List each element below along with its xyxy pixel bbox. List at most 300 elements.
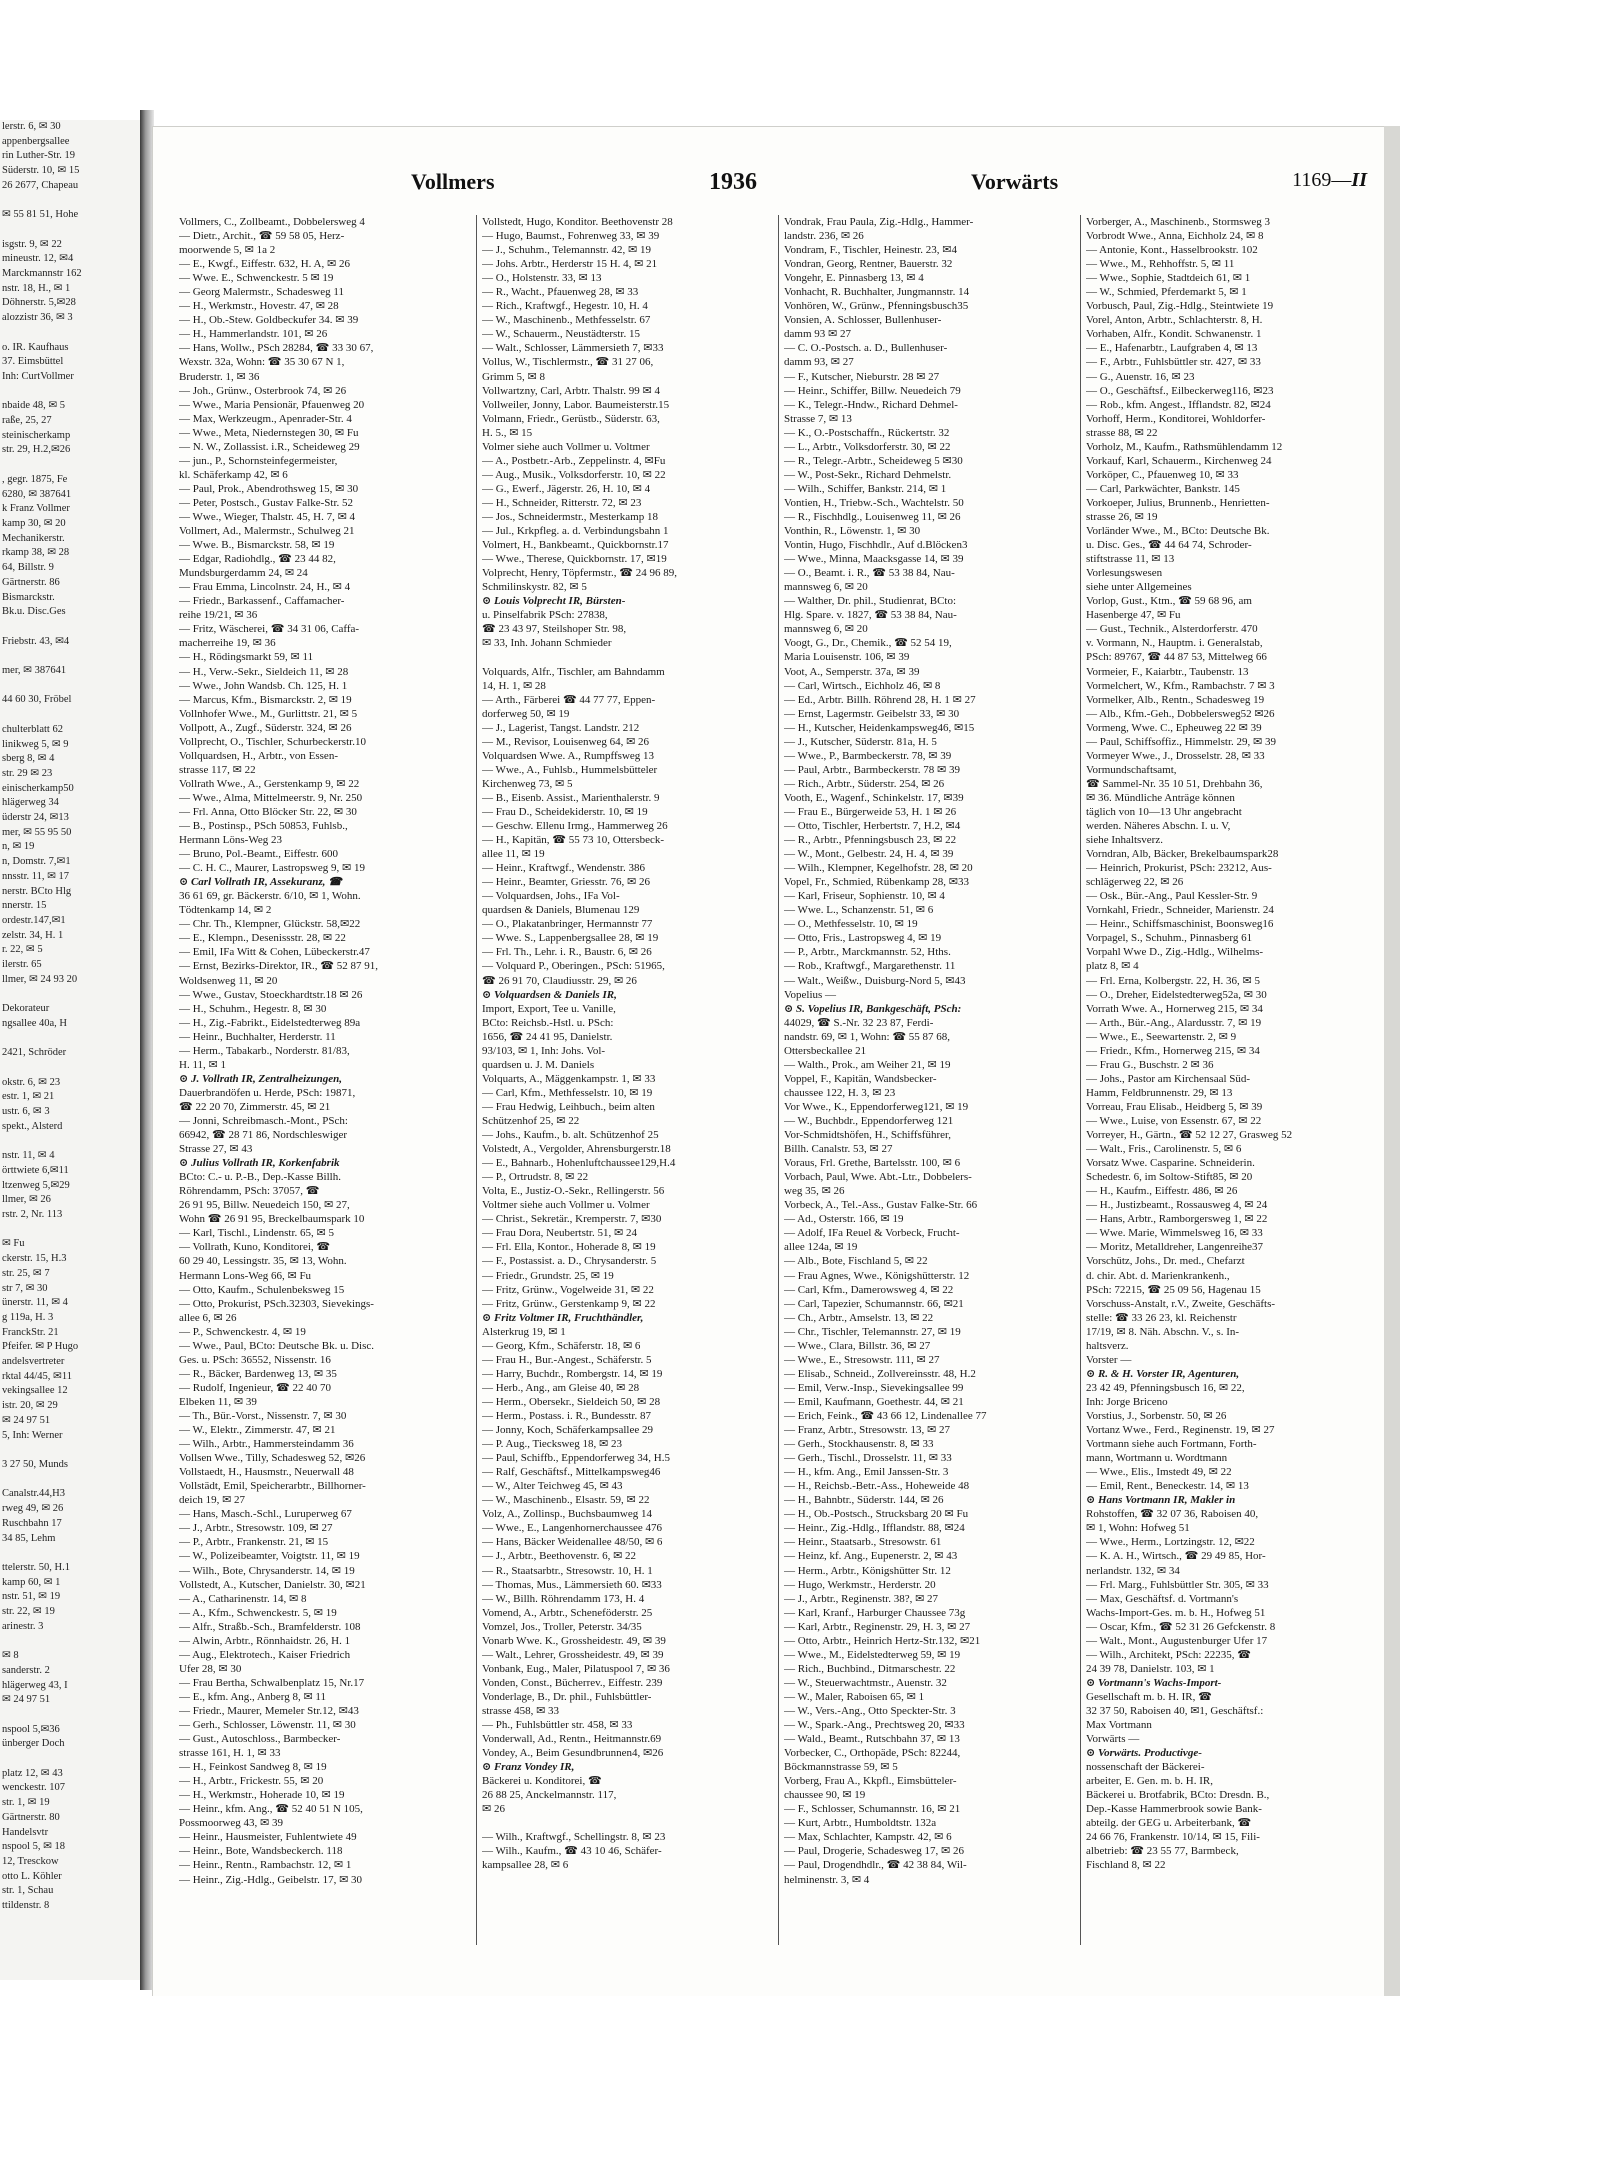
directory-entry-line: — P., Ortrudstr. 8, ✉ 22 [482, 1171, 589, 1184]
directory-entry-line: Vonbank, Eug., Maler, Pilatuspool 7, ✉ 36 [482, 1662, 670, 1675]
directory-entry-line: — Wwe., Alma, Mittelmeerstr. 9, Nr. 250 [179, 791, 363, 804]
directory-entry-line: — W., Spark.-Ang., Prechtsweg 20, ✉33 [784, 1719, 965, 1732]
directory-entry-line: Vorberger, A., Maschinenb., Stormsweg 3 [1086, 216, 1270, 228]
directory-entry-line: — Carl, Kfm., Damerowsweg 4, ✉ 22 [784, 1283, 954, 1296]
scan-top-margin [0, 0, 1600, 48]
directory-entry-line: — Wwe., M., Rehhoffstr. 5, ✉ 11 [1086, 258, 1235, 271]
directory-entry-line: Volquarts, A., Mäggenkampstr. 1, ✉ 33 [482, 1072, 656, 1085]
previous-page-line: alozzistr 36, ✉ 3 [2, 312, 73, 324]
directory-entry-line: — Georg Malermstr., Schadesweg 11 [179, 286, 344, 299]
previous-page-line: llmer, ✉ 24 93 20 [2, 973, 78, 985]
directory-entry-line: — Heinr., Beamter, Griesstr. 76, ✉ 26 [482, 876, 650, 889]
directory-entry-line: ✉ 26 [482, 1803, 505, 1816]
directory-entry-line: ⊙ Hans Vortmann IR, Makler in [1086, 1494, 1236, 1507]
previous-page-line: r. 22, ✉ 5 [2, 944, 43, 956]
directory-entry-line: Vopelius — [784, 988, 837, 1001]
previous-page-line: rktal 44/45, ✉11 [2, 1370, 72, 1382]
directory-entry-line: — E., Bahnarb., Hohenluftchaussee129,H.4 [482, 1157, 676, 1170]
directory-entry-line: Possmoorweg 43, ✉ 39 [179, 1817, 283, 1830]
previous-page-line: appenbergsallee [2, 135, 70, 147]
header-page-number [1292, 169, 1367, 192]
previous-page-line: Mechanikerstr. [2, 532, 65, 544]
directory-entry-line: strasse 88, ✉ 22 [1086, 426, 1158, 439]
directory-entry-line: — Bruno, Pol.-Beamt., Eiffestr. 600 [179, 848, 338, 861]
directory-entry-line: ⊙ R. & H. Vorster IR, Agenturen, [1086, 1367, 1240, 1380]
previous-page-line: nspool 5,✉36 [2, 1723, 60, 1735]
directory-entry-line: — Wwe., Elis., Imstedt 49, ✉ 22 [1086, 1466, 1232, 1479]
directory-entry-line: — Wilh., Klempner, Kegelhofstr. 28, ✉ 20 [784, 862, 973, 875]
directory-entry-line: — J., Arbtr., Reginenstr. 38?, ✉ 27 [784, 1592, 939, 1605]
previous-page-line [0, 1032, 140, 1047]
directory-entry-line: — Frau Agnes, Wwe., Königshütterstr. 12 [784, 1269, 970, 1282]
previous-page-line: str. 22, ✉ 19 [2, 1606, 55, 1618]
directory-entry-line: — jun., P., Schornsteinfegermeister, [179, 454, 338, 467]
directory-entry-line: Inh: Jorge Briceno [1086, 1395, 1168, 1408]
directory-entry-line: mannsweg 6, ✉ 20 [784, 581, 868, 594]
directory-entry-line: — Ed., Arbtr. Billh. Röhrend 28, H. 1 ✉ 27 [784, 693, 976, 706]
previous-page-line: ordestr.147,✉1 [2, 914, 66, 926]
directory-entry-line: — Kurt, Arbtr., Humboldtstr. 132a [784, 1817, 937, 1830]
directory-entry-line: — R., Wacht., Pfauenweg 28, ✉ 33 [482, 286, 639, 299]
previous-page-line: andelsvertreter [2, 1356, 65, 1368]
directory-entry-line: Vondrak, Frau Paula, Zig.-Hdlg., Hammer- [784, 216, 974, 228]
directory-entry-line: Vortmann siehe auch Fortmann, Forth- [1086, 1438, 1257, 1451]
directory-entry-line: — Wilh., Bote, Chrysanderstr. 14, ✉ 19 [179, 1564, 355, 1577]
directory-entry-line: — Friedr., Kfm., Hornerweg 215, ✉ 34 [1086, 1044, 1260, 1057]
directory-entry-line: v. Vormann, N., Hauptm. i. Generalstab, [1086, 637, 1263, 650]
directory-entry-line: — Gust., Autoschloss., Barmbecker- [179, 1733, 341, 1746]
directory-entry-line: Volz, A., Zollinsp., Buchsbaumweg 14 [482, 1508, 652, 1521]
previous-page-line: , gegr. 1875, Fe [2, 473, 68, 485]
directory-entry-line: — Paul, Schiffsoffiz., Himmelstr. 29, ✉ 39 [1086, 735, 1276, 748]
directory-entry-line: Vorschuss-Anstalt, r.V., Zweite, Geschäfts- [1086, 1297, 1276, 1310]
directory-entry-line: Vooth, E., Wagenf., Schinkelstr. 17, ✉39 [784, 791, 964, 804]
directory-entry-line: — Max, Werkzeugm., Apenrader-Str. 4 [179, 412, 352, 425]
directory-entry-line: Vorkauf, Karl, Schauerm., Kirchenweg 24 [1086, 454, 1272, 467]
directory-entry-line: — Wilh., Arbtr., Hammersteindamm 36 [179, 1438, 354, 1451]
directory-entry-line: stiftstrasse 11, ✉ 13 [1086, 553, 1175, 566]
directory-entry-line: — Th., Bür.-Vorst., Nissenstr. 7, ✉ 30 [179, 1409, 347, 1422]
directory-entry-line: helminenstr. 3, ✉ 4 [784, 1873, 870, 1886]
directory-entry-line: ✉ 1, Wohn: Hofweg 51 [1086, 1522, 1190, 1535]
previous-page-line: Gärtnerstr. 80 [2, 1811, 60, 1823]
directory-entry-line: Vorbecker, C., Orthopäde, PSch: 82244, [784, 1747, 961, 1760]
directory-entry-line: deich 19, ✉ 27 [179, 1494, 246, 1507]
directory-entry-line: Bäckerei u. Konditorei, ☎ [482, 1775, 602, 1788]
previous-page-line: ilerstr. 65 [2, 959, 42, 971]
directory-entry-line: — Wwe., Wieger, Thalstr. 45, H. 7, ✉ 4 [179, 510, 356, 523]
directory-entry-line: — Wilh., Kaufm., ☎ 43 10 46, Schäfer- [482, 1845, 662, 1858]
previous-page-line [0, 708, 140, 723]
directory-entry-line: Vorreau, Frau Elisab., Heidberg 5, ✉ 39 [1086, 1100, 1263, 1113]
directory-entry-line: — O., Methfesselstr. 10, ✉ 19 [784, 918, 918, 931]
directory-entry-line: Voraus, Frl. Grethe, Bartelsstr. 100, ✉ 6 [784, 1157, 961, 1170]
directory-entry-line: Billh. Canalstr. 53, ✉ 27 [784, 1143, 893, 1156]
directory-entry-line: — W., Billh. Röhrendamm 173, H. 4 [482, 1592, 645, 1605]
directory-entry-line: — Heinr., Rentn., Rambachstr. 12, ✉ 1 [179, 1859, 352, 1872]
directory-entry-line: Dauerbrandöfen u. Herde, PSch: 19871, [179, 1086, 356, 1099]
directory-entry-line: — Heinr., Buchhalter, Herderstr. 11 [179, 1030, 336, 1043]
directory-entry-line: — R., Fischhdlg., Louisenweg 11, ✉ 26 [784, 510, 961, 523]
directory-entry-line: Vollstädt, Emil, Speicherarbtr., Billhorner- [179, 1480, 366, 1493]
directory-entry-line: — B., Eisenb. Assist., Marienthalerstr. 9 [482, 791, 660, 804]
previous-page-line: str. 25, ✉ 7 [2, 1267, 50, 1279]
directory-entry-line: Vollpott, A., Zugf., Süderstr. 324, ✉ 26 [179, 721, 352, 734]
previous-page-line: spekt., Alsterd [2, 1120, 63, 1132]
previous-page-line: kamp 60, ✉ 1 [2, 1576, 61, 1588]
directory-entry-line: Vorlesungswesen [1086, 567, 1163, 580]
directory-entry-line: — W., Schauerm., Neustädterstr. 15 [482, 328, 640, 341]
directory-entry-line: — Heinr., kfm. Ang., ☎ 52 40 51 N 105, [179, 1803, 363, 1816]
directory-entry-line: — H., Feinkost Sandweg 8, ✉ 19 [179, 1761, 327, 1774]
directory-entry-line: — Frau Hedwig, Leihbuch., beim alten [482, 1100, 655, 1113]
directory-entry-line: — C. O.-Postsch. a. D., Bullenhuser- [784, 342, 948, 355]
directory-entry-line: — H., Rödingsmarkt 59, ✉ 11 [179, 651, 314, 664]
directory-entry-line: — Friedr., Maurer, Memeler Str.12, ✉43 [179, 1704, 359, 1717]
directory-entry-line: — Wwe., P., Barmbeckerstr. 78, ✉ 39 [784, 749, 952, 762]
directory-entry-line: siehe unter Allgemeines [1086, 581, 1192, 594]
directory-entry-line: — Alb., Kfm.-Geh., Dobbelersweg52 ✉26 [1086, 707, 1275, 720]
previous-page-line: ckerstr. 15, H.3 [2, 1253, 67, 1265]
previous-page-line: okstr. 6, ✉ 23 [2, 1076, 61, 1088]
directory-entry-line: — Gerh., Schlosser, Löwenstr. 11, ✉ 30 [179, 1719, 356, 1732]
previous-page-line [0, 326, 140, 341]
previous-page-line [0, 679, 140, 694]
directory-entry-line: Vollmers, C., Zollbeamt., Dobbelersweg 4 [179, 216, 365, 228]
previous-page-line: nstr. 18, H., ✉ 1 [2, 282, 71, 294]
directory-entry-line: Voot, A., Semperstr. 37a, ✉ 39 [784, 665, 920, 678]
directory-entry-line: — Vollrath, Kuno, Konditorei, ☎ [179, 1241, 331, 1254]
previous-page-line: nbaide 48, ✉ 5 [2, 400, 66, 412]
directory-entry-line: — W., Mont., Gelbestr. 24, H. 4, ✉ 39 [784, 848, 954, 861]
directory-entry-line: quardsen & Daniels, Blumenau 129 [482, 904, 640, 917]
previous-page-line [0, 223, 140, 238]
previous-page-line: ünberger Doch [2, 1738, 65, 1750]
directory-entry-line: — Karl, Tischl., Lindenstr. 65, ✉ 5 [179, 1227, 334, 1240]
previous-page-line: Gärtnerstr. 86 [2, 576, 60, 588]
page-edge [1384, 126, 1400, 1996]
directory-entry-line: Röhrendamm, PSch: 37057, ☎ [179, 1185, 320, 1198]
previous-page-line: kamp 30, ✉ 20 [2, 517, 66, 529]
directory-entry-line: allee 11, ✉ 19 [482, 848, 545, 861]
directory-entry-line: Vormeyer Wwe., J., Drosselstr. 28, ✉ 33 [1086, 749, 1265, 762]
directory-entry-line: — Aug., Elektrotech., Kaiser Friedrich [179, 1648, 351, 1661]
directory-entry-line: — H., Kutscher, Heidenkampsweg46, ✉15 [784, 721, 975, 734]
directory-entry-line: arbeiter, E. Gen. m. b. H. IR, [1086, 1775, 1213, 1788]
directory-entry-line: — Otto, Prokurist, PSch.32303, Sievekings- [179, 1297, 374, 1310]
directory-entry-line: Volmann, Friedr., Gerüstb., Süderstr. 63, [482, 412, 660, 425]
directory-entry-line: — W., Maschinenb., Elsastr. 59, ✉ 22 [482, 1494, 650, 1507]
directory-entry-line: — K., O.-Postschaffn., Rückertstr. 32 [784, 426, 950, 439]
directory-entry-line: — Wwe., E., Stresowstr. 111, ✉ 27 [784, 1353, 940, 1366]
previous-page-line: ünerstr. 11, ✉ 4 [2, 1297, 68, 1309]
directory-entry-line: BCto: Reichsb.-Hstl. u. PSch: [482, 1016, 614, 1029]
directory-entry-line: Vollmert, Ad., Malermstr., Schulweg 21 [179, 525, 355, 538]
previous-page-line: 3 27 50, Munds [2, 1458, 68, 1470]
directory-entry-line: — Frau E., Bürgerweide 53, H. 1 ✉ 26 [784, 805, 957, 818]
directory-entry-line: — Herm., Tabakarb., Norderstr. 81/83, [179, 1044, 350, 1057]
directory-entry-line: — Edgar, Radiohdlg., ☎ 23 44 82, [179, 553, 336, 566]
previous-page-line [0, 1061, 140, 1076]
directory-entry-line: — Alfr., Straßb.-Sch., Bramfelderstr. 108 [179, 1620, 361, 1633]
directory-entry-line: — Max, Schlachter, Kampstr. 42, ✉ 6 [784, 1831, 952, 1844]
directory-entry-line: 32 37 50, Raboisen 40, ✉1, Geschäftsf.: [1086, 1704, 1264, 1717]
directory-entry-line: — H., Ob.-Postsch., Strucksbarg 20 ✉ Fu [784, 1508, 969, 1521]
directory-entry-line: — M., Revisor, Louisenweg 64, ✉ 26 [482, 735, 650, 748]
directory-entry-line: Elbeken 11, ✉ 39 [179, 1395, 257, 1408]
directory-entry-line: ☎ 23 43 97, Steilshoper Str. 98, [482, 623, 627, 636]
directory-entry-line: — Georg, Kfm., Schäferstr. 18, ✉ 6 [482, 1339, 641, 1352]
previous-page-line [0, 1634, 140, 1649]
directory-entry-line: Vorschütz, Johs., Dr. med., Chefarzt [1086, 1255, 1245, 1268]
directory-entry-line: — H., Kapitän, ☎ 55 73 10, Ottersbeck- [482, 834, 665, 847]
previous-page-line: nnerstr. 15 [2, 900, 47, 912]
previous-page-line: wenckestr. 107 [2, 1782, 65, 1794]
directory-entry-line: — H., Zig.-Fabrikt., Eidelstedterweg 89a [179, 1016, 361, 1029]
directory-entry-line: d. chir. Abt. d. Marienkrankenh., [1086, 1269, 1230, 1282]
directory-entry-line: — Rob., Kraftwgf., Margarethenstr. 11 [784, 960, 956, 973]
directory-entry-line: Vopel, Fr., Schmied, Rübenkamp 28, ✉33 [784, 876, 970, 889]
directory-entry-line: — Alwin, Arbtr., Rönnhaidstr. 26, H. 1 [179, 1634, 351, 1647]
previous-page-line: hlägerweg 34 [2, 797, 59, 809]
directory-entry-line: Vorreyer, H., Gärtn., ☎ 52 12 27, Grasweg 52 [1086, 1129, 1293, 1142]
directory-entry-line: — H., Reichsb.-Betr.-Ass., Hoheweide 48 [784, 1480, 970, 1493]
directory-entry-line: — Carl, Kfm., Methfesselstr. 10, ✉ 19 [482, 1086, 653, 1099]
directory-entry-line: Vollnhofer Wwe., M., Gurlittstr. 21, ✉ 5 [179, 707, 358, 720]
directory-entry-line: Ges. u. PSch: 36552, Nissenstr. 16 [179, 1353, 331, 1366]
page-number: 1169— [1292, 169, 1352, 191]
directory-entry-line: — E., Hafenarbtr., Laufgraben 4, ✉ 13 [1086, 342, 1258, 355]
previous-page-line [0, 385, 140, 400]
previous-page-line: ltzenweg 5,✉29 [2, 1179, 70, 1191]
column-3 [784, 215, 1076, 1955]
directory-entry-line: — H., Kaufm., Eiffestr. 486, ✉ 26 [1086, 1185, 1238, 1198]
directory-entry-line: Max Vortmann [1086, 1719, 1152, 1732]
directory-entry-line: Vorbrodt Wwe., Anna, Eichholz 24, ✉ 8 [1086, 230, 1264, 243]
directory-entry-line: kampsallee 28, ✉ 6 [482, 1859, 569, 1872]
directory-entry-line: — Wwe. Marie, Wimmelsweg 16, ✉ 33 [1086, 1227, 1263, 1240]
directory-entry-line: ✉ 33, Inh. Johann Schmieder [482, 637, 612, 650]
previous-page-line: 44 60 30, Fröbel [2, 694, 72, 706]
directory-entry-line: — Wilh., Architekt, PSch: 22235, ☎ [1086, 1648, 1251, 1661]
directory-entry-line: — Wwe., Meta, Niedernstegen 30, ✉ Fu [179, 426, 359, 439]
directory-entry-line: — W., Maler, Raboisen 65, ✉ 1 [784, 1690, 925, 1703]
directory-entry-line: Vorpagel, S., Schuhm., Pinnasberg 61 [1086, 932, 1253, 945]
directory-entry-line: — Wilh., Kraftwgf., Schellingstr. 8, ✉ 23 [482, 1831, 666, 1844]
directory-entry-line: Alsterkrug 19, ✉ 1 [482, 1325, 566, 1338]
directory-entry-line: Gesellschaft m. b. H. IR, ☎ [1086, 1690, 1212, 1703]
directory-entry-line: — G., Ewerf., Jägerstr. 26, H. 10, ✉ 4 [482, 482, 651, 495]
previous-page-line: vekingsallee 12 [2, 1385, 68, 1397]
directory-entry-line: — Osk., Bür.-Ang., Paul Kessler-Str. 9 [1086, 890, 1258, 903]
directory-entry-line: — A., Postbetr.-Arb., Zeppelinstr. 4, ✉Fu [482, 454, 666, 467]
directory-entry-line: — Volquard P., Oberingen., PSch: 51965, [482, 960, 665, 973]
previous-page-line: platz 12, ✉ 43 [2, 1767, 63, 1779]
directory-entry-line: Ufer 28, ✉ 30 [179, 1662, 242, 1675]
directory-entry-line: — Jonny, Koch, Schäferkampsallee 29 [482, 1424, 653, 1437]
directory-entry-line: 36 61 69, gr. Bäckerstr. 6/10, ✉ 1, Wohn. [179, 890, 361, 903]
directory-entry-line: u. Disc. Ges., ☎ 44 64 74, Schroder- [1086, 539, 1252, 552]
previous-page-line: str. 1, Schau [2, 1885, 54, 1897]
directory-entry-line: Vormundschaftsamt, [1086, 763, 1177, 776]
directory-entry-line: — Herm., Postass. i. R., Bundesstr. 87 [482, 1409, 651, 1422]
directory-entry-line: — Jul., Krkpfleg. a. d. Verbindungsbahn 1 [482, 525, 669, 538]
directory-entry-line: — H., Werkmstr., Hovestr. 47, ✉ 28 [179, 300, 339, 313]
directory-entry-line: — Ph., Fuhlsbüttler str. 458, ✉ 33 [482, 1719, 633, 1732]
column-divider [1080, 215, 1081, 1945]
directory-entry-line: Wohn ☎ 26 91 95, Breckelbaumspark 10 [179, 1213, 365, 1226]
directory-entry-line: — Herm., Obersekr., Sieldeich 50, ✉ 28 [482, 1395, 661, 1408]
directory-entry-line: — Heinr., Zig.-Hdlg., Ifflandstr. 88, ✉24 [784, 1522, 965, 1535]
directory-entry-line: Vorel, Anton, Arbtr., Schlachterstr. 8, H. [1086, 314, 1263, 327]
directory-entry-line: ⊙ Vortmann's Wachs-Import- [1086, 1676, 1222, 1689]
directory-entry-line: Vorlop, Gust., Ktm., ☎ 59 68 96, am [1086, 595, 1252, 608]
directory-entry-line: — Peter, Postsch., Gustav Falke-Str. 52 [179, 496, 354, 509]
directory-entry-line: 26 88 25, Anckelmannstr. 117, [482, 1789, 617, 1802]
directory-entry-line: Vorsatz Wwe. Casparine. Schneiderin. [1086, 1157, 1255, 1170]
previous-page-line: sanderstr. 2 [2, 1664, 50, 1676]
directory-entry-line: — Wwe. S., Lappenbergsallee 28, ✉ 19 [482, 932, 659, 945]
directory-entry-line: — O., Holstenstr. 33, ✉ 13 [482, 272, 602, 285]
directory-entry-line: Mundsburgerdamm 24, ✉ 24 [179, 567, 308, 580]
directory-entry-line: — H., Bahnbtr., Süderstr. 144, ✉ 26 [784, 1494, 944, 1507]
previous-page-line: g 119a, H. 3 [2, 1311, 54, 1323]
column-4 [1086, 215, 1378, 1955]
previous-page-line: sberg 8, ✉ 4 [2, 753, 55, 765]
directory-entry-line: — Johs., Kaufm., b. alt. Schützenhof 25 [482, 1129, 659, 1142]
directory-entry-line: Voogt, G., Dr., Chemik., ☎ 52 54 19, [784, 637, 952, 650]
previous-page-line: istr. 20, ✉ 29 [2, 1400, 58, 1412]
directory-entry-line: Vorhoff, Herm., Konditorei, Wohldorfer- [1086, 412, 1266, 425]
directory-entry-line: — Carl, Tapezier, Schumannstr. 66, ✉21 [784, 1297, 964, 1310]
previous-page-line: isgstr. 9, ✉ 22 [2, 238, 62, 250]
directory-entry-line: Volmert, H., Bankbeamt., Quickbornstr.17 [482, 539, 669, 552]
directory-entry-line: — K., Telegr.-Hndw., Richard Dehmel- [784, 398, 958, 411]
directory-entry-line: Vollweiler, Jonny, Labor. Baumeisterstr.15 [482, 398, 670, 411]
previous-page-line [0, 1752, 140, 1767]
directory-entry-line: Vormelchert, W., Kfm., Rambachstr. 7 ✉ 3 [1086, 679, 1275, 692]
directory-entry-line: Schützenhof 25, ✉ 22 [482, 1115, 580, 1127]
directory-entry-line: — Rich., Kraftwgf., Hegestr. 10, H. 4 [482, 300, 648, 313]
directory-entry-line: — Wwe., E., Langenhornerchaussee 476 [482, 1522, 663, 1535]
directory-entry-line: Vonderwall, Ad., Rentn., Heitmannstr.69 [482, 1733, 662, 1746]
directory-entry-line: — Wwe., Luise, von Essenstr. 67, ✉ 22 [1086, 1115, 1262, 1127]
directory-entry-line: — Harry, Buchdr., Rombergstr. 14, ✉ 19 [482, 1367, 663, 1380]
directory-entry-line: — Rudolf, Ingenieur, ☎ 22 40 70 [179, 1381, 331, 1394]
directory-entry-line: — Otto, Kaufm., Schulenbeksweg 15 [179, 1283, 345, 1296]
directory-entry-line: — E., Kwgf., Eiffestr. 632, H. A, ✉ 26 [179, 258, 350, 271]
directory-entry-line: — Gerh., Stockhausenstr. 8, ✉ 33 [784, 1438, 934, 1451]
directory-entry-line: — Arth., Färberei ☎ 44 77 77, Eppen- [482, 693, 656, 706]
directory-entry-line: ⊙ Carl Vollrath IR, Assekuranz, ☎ [179, 876, 342, 889]
directory-entry-line: kl. Schäferkamp 42, ✉ 6 [179, 468, 288, 481]
directory-entry-line: ⊙ Franz Vondey IR, [482, 1761, 575, 1774]
directory-entry-line: — Herm., Arbtr., Königshütter Str. 12 [784, 1564, 951, 1577]
directory-entry-line: — N. W., Zollassist. i.R., Scheideweg 29 [179, 440, 360, 453]
previous-page-line: n, ✉ 19 [2, 841, 35, 853]
previous-page-line: nspool 5, ✉ 18 [2, 1841, 66, 1853]
previous-page-line: 37. Eimsbüttel [2, 356, 64, 368]
directory-entry-line: — Wwe., M., Eidelstedterweg 59, ✉ 19 [784, 1648, 961, 1661]
directory-entry-line: — Hans, Wollw., PSch 28284, ☎ 33 30 67, [179, 342, 374, 355]
column-2 [482, 215, 774, 1955]
directory-entry-line: — Fritz, Grünw., Vogelweide 31, ✉ 22 [482, 1283, 654, 1296]
directory-entry-line: landstr. 236, ✉ 26 [784, 230, 864, 243]
previous-page-line [0, 1223, 140, 1238]
directory-entry-line: — Karl, Arbtr., Reginenstr. 29, H. 3, ✉ 27 [784, 1620, 971, 1633]
directory-entry-line: Volta, E., Justiz-O.-Sekr., Rellingerstr. 56 [482, 1185, 665, 1198]
directory-entry-line: nerlandstr. 132, ✉ 34 [1086, 1564, 1180, 1577]
directory-entry-line: Bäckerei u. Brotfabrik, BCto: Dresdn. B., [1086, 1789, 1270, 1802]
directory-entry-line: — P., Arbtr., Marckmannstr. 52, Hths. [784, 946, 951, 959]
directory-entry-line: — R., Bäcker, Bardenweg 13, ✉ 35 [179, 1367, 337, 1380]
directory-entry-line: Volstedt, A., Vergolder, Ahrensburgerstr.18 [482, 1143, 671, 1156]
directory-entry-line: damm 93 ✉ 27 [784, 328, 851, 341]
column-divider [476, 215, 477, 1945]
directory-entry-line: — P., Schwenckestr. 4, ✉ 19 [179, 1325, 306, 1338]
directory-entry-line: nossenschaft der Bäckerei- [1086, 1761, 1205, 1774]
directory-entry-line: Volquardsen Wwe. A., Rumpffsweg 13 [482, 749, 655, 762]
directory-entry-line: dorferweg 50, ✉ 19 [482, 707, 570, 720]
directory-entry-line: — Ernst, Lagermstr. Geibelstr 33, ✉ 30 [784, 707, 960, 720]
previous-page-line: einischerkamp50 [2, 782, 74, 794]
previous-page-line: n, Domstr. 7,✉1 [2, 856, 71, 868]
directory-entry-line: Vomend, A., Arbtr., Scheneföderstr. 25 [482, 1606, 653, 1619]
previous-page-line: Handelsvtr [2, 1826, 49, 1838]
previous-page-line: linikweg 5, ✉ 9 [2, 738, 69, 750]
previous-page-line: Döhnerstr. 5,✉28 [2, 297, 76, 309]
directory-entry-line: 60 29 40, Lessingstr. 35, ✉ 13, Wohn. [179, 1255, 347, 1268]
directory-entry-line: — Heinr., Staatsarb., Stresowstr. 61 [784, 1536, 942, 1549]
directory-entry-line: — H., Verw.-Sekr., Sieldeich 11, ✉ 28 [179, 665, 349, 678]
directory-entry-line: Vondram, F., Tischler, Heinestr. 23, ✉4 [784, 244, 958, 257]
header-left-keyword: Vollmers [411, 169, 495, 194]
directory-entry-line: H. 5., ✉ 15 [482, 426, 533, 439]
directory-entry-line: werden. Näheres Abschn. I. u. V, [1086, 820, 1231, 833]
directory-entry-line: — W., Post-Sekr., Richard Dehmelstr. [784, 468, 952, 481]
directory-entry-line: H. 11, ✉ 1 [179, 1058, 227, 1071]
previous-page-line: nerstr. BCto Hlg [2, 885, 72, 897]
directory-entry-line: — J., Schuhm., Telemannstr. 42, ✉ 19 [482, 244, 651, 257]
directory-entry-line: ⊙ Louis Volprecht IR, Bürsten- [482, 595, 626, 608]
directory-entry-line: Vonderlage, B., Dr. phil., Fuhlsbüttler- [482, 1690, 652, 1703]
directory-entry-line: Vollsen Wwe., Tilly, Schadesweg 52, ✉26 [179, 1452, 366, 1465]
directory-entry-line: — Marcus, Kfm., Bismarckstr. 2, ✉ 19 [179, 693, 352, 706]
directory-entry-line: — Frau Dora, Neubertstr. 51, ✉ 24 [482, 1227, 637, 1240]
previous-page-line: ustr. 6, ✉ 3 [2, 1106, 50, 1118]
directory-entry-line: — F., Schlosser, Schumannstr. 16, ✉ 21 [784, 1803, 961, 1816]
previous-page-line: 5, Inh: Werner [2, 1429, 63, 1441]
directory-entry-line: — Jos., Schneidermstr., Mesterkamp 18 [482, 510, 658, 523]
directory-entry-line: — Wwe., Clara, Billstr. 36, ✉ 27 [784, 1339, 931, 1352]
previous-page-line: llmer, ✉ 26 [2, 1194, 51, 1206]
directory-entry-line: — Arth., Bür.-Ang., Alardusstr. 7, ✉ 19 [1086, 1016, 1262, 1029]
directory-entry-line: — Joh., Grünw., Osterbrook 74, ✉ 26 [179, 384, 347, 397]
directory-entry-line: — Fritz, Wäscherei, ☎ 34 31 06, Caffa- [179, 623, 360, 636]
directory-entry-line: Hermann Lons-Weg 66, ✉ Fu [179, 1269, 312, 1282]
directory-entry-line: — Paul, Arbtr., Barmbeckerstr. 78 ✉ 39 [784, 763, 961, 776]
directory-entry-line: Maria Louisenstr. 106, ✉ 39 [784, 651, 910, 664]
directory-entry-line: — Frau Emma, Lincolnstr. 24, H., ✉ 4 [179, 581, 351, 594]
directory-entry-line: — O., Dreher, Eidelstedterweg52a, ✉ 30 [1086, 988, 1267, 1001]
directory-entry-line: — Wwe. L., Schanzenstr. 51, ✉ 6 [784, 904, 934, 917]
directory-entry-line: siehe Inhaltsverz. [1086, 834, 1163, 847]
directory-entry-line: Vorberg, Frau A., Kkpfl., Eimsbütteler- [784, 1775, 957, 1788]
previous-page-line: 64, Billstr. 9 [2, 562, 54, 574]
directory-entry-line: strasse 161, H. 1, ✉ 33 [179, 1747, 281, 1760]
directory-entry-line: — P. Aug., Tiecksweg 18, ✉ 23 [482, 1438, 623, 1451]
directory-entry-line: strasse 117, ✉ 22 [179, 763, 256, 776]
